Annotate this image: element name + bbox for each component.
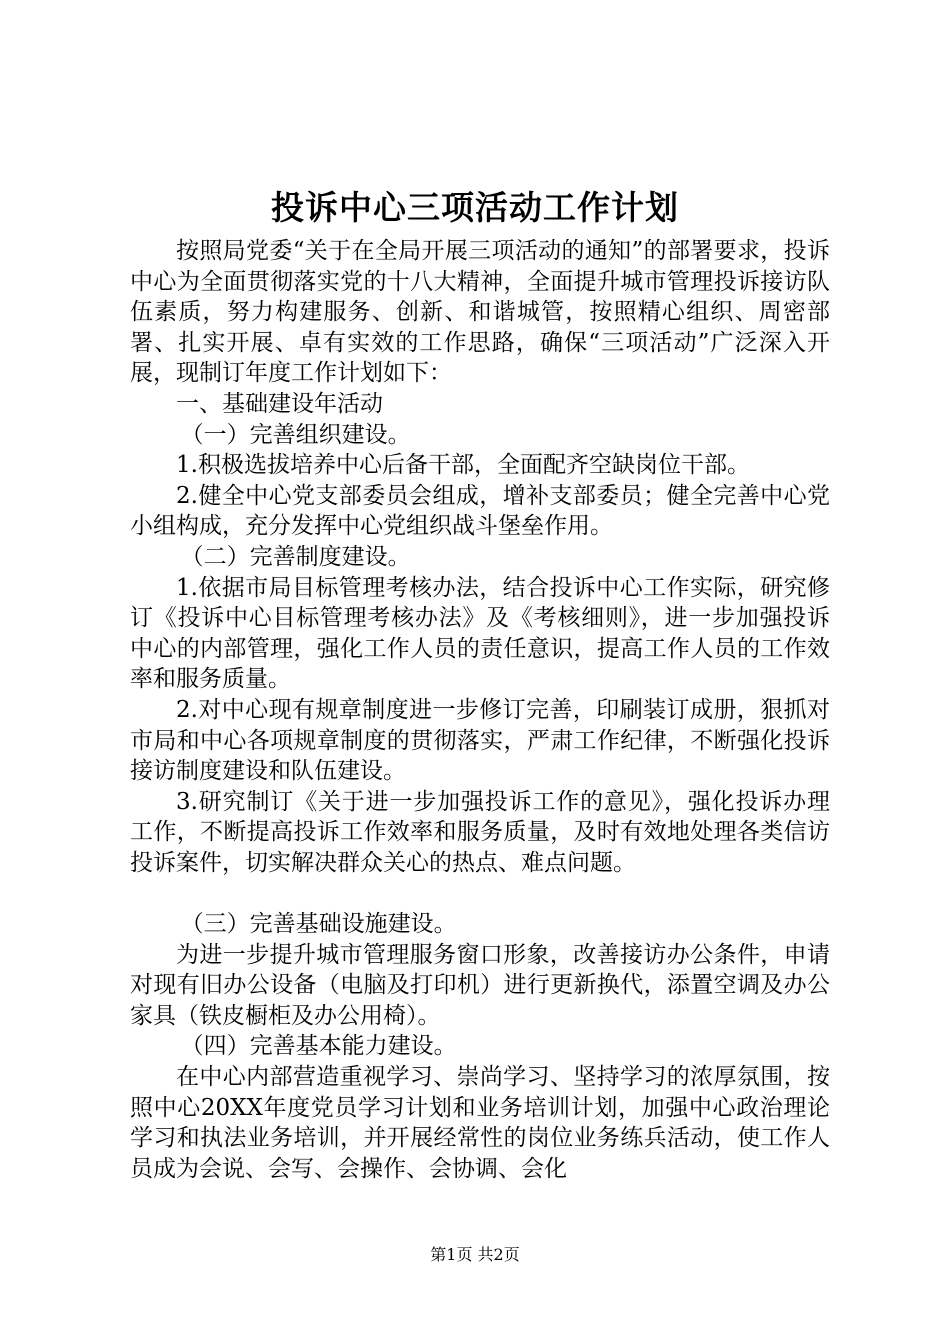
subsection-heading-3: （三）完善基础设施建设。: [180, 911, 457, 938]
list-item: 1.积极选拔培养中心后备干部，全面配齐空缺岗位干部。: [176, 452, 750, 479]
subsection-heading-1: （一）完善组织建设。: [180, 421, 411, 448]
list-item: 2.对中心现有规章制度进一步修订完善，印刷装订成册，狠抓对市局和中心各项规章制度的贯彻落实，严肃工作纪律，不断强化投诉接访制度建设和队伍建设。: [130, 696, 830, 785]
list-item: 3.研究制订《关于进一步加强投诉工作的意见》，强化投诉办理工作，不断提高投诉工作效率和服务质量，及时有效地处理各类信访投诉案件，切实解决群众关心的热点、难点问题。: [130, 788, 830, 876]
body-paragraph: 为进一步提升城市管理服务窗口形象，改善接访办公条件，申请对现有旧办公设备（电脑及打印机）进行更新换代，添置空调及办公家具（铁皮橱柜及办公用椅）。: [130, 941, 830, 1029]
paragraph-gap: [130, 878, 830, 909]
page-number-footer: 第1页 共2页: [430, 1245, 520, 1264]
intro-paragraph: 按照局党委“关于在全局开展三项活动的通知”的部署要求，投诉中心为全面贯彻落实党的十八大精神，全面提升城市管理投诉接访队伍素质，努力构建服务、创新、和谐城管，按照精心组织、周密部署、扎实开展、卓有实效的工作思路，确保“三项活动”广泛深入开展，现制订年度工作计划如下：: [130, 238, 830, 387]
document-title: 投诉中心三项活动工作计划: [271, 188, 679, 227]
subsection-heading-4: （四）完善基本能力建设。: [180, 1033, 457, 1060]
body-paragraph: 在中心内部营造重视学习、崇尚学习、坚持学习的浓厚氛围，按照中心20XX年度党员学习计划和业务培训计划，加强中心政治理论学习和执法业务培训，并开展经常性的岗位业务练兵活动，使工作人员成为会说、会写、会操作、会协调、会化: [130, 1064, 830, 1182]
subsection-heading-2: （二）完善制度建设。: [180, 543, 411, 570]
list-item: 1.依据市局目标管理考核办法，结合投诉中心工作实际，研究修订《投诉中心目标管理考核办法》及《考核细则》，进一步加强投诉中心的内部管理，强化工作人员的责任意识，提高工作人员的工作效率和服务质量。: [130, 574, 830, 693]
list-item: 2.健全中心党支部委员会组成，增补支部委员；健全完善中心党小组构成，充分发挥中心党组织战斗堡垒作用。: [130, 482, 830, 540]
document-body: [130, 236, 830, 1184]
section-heading-1: 一、基础建设年活动: [176, 390, 383, 417]
